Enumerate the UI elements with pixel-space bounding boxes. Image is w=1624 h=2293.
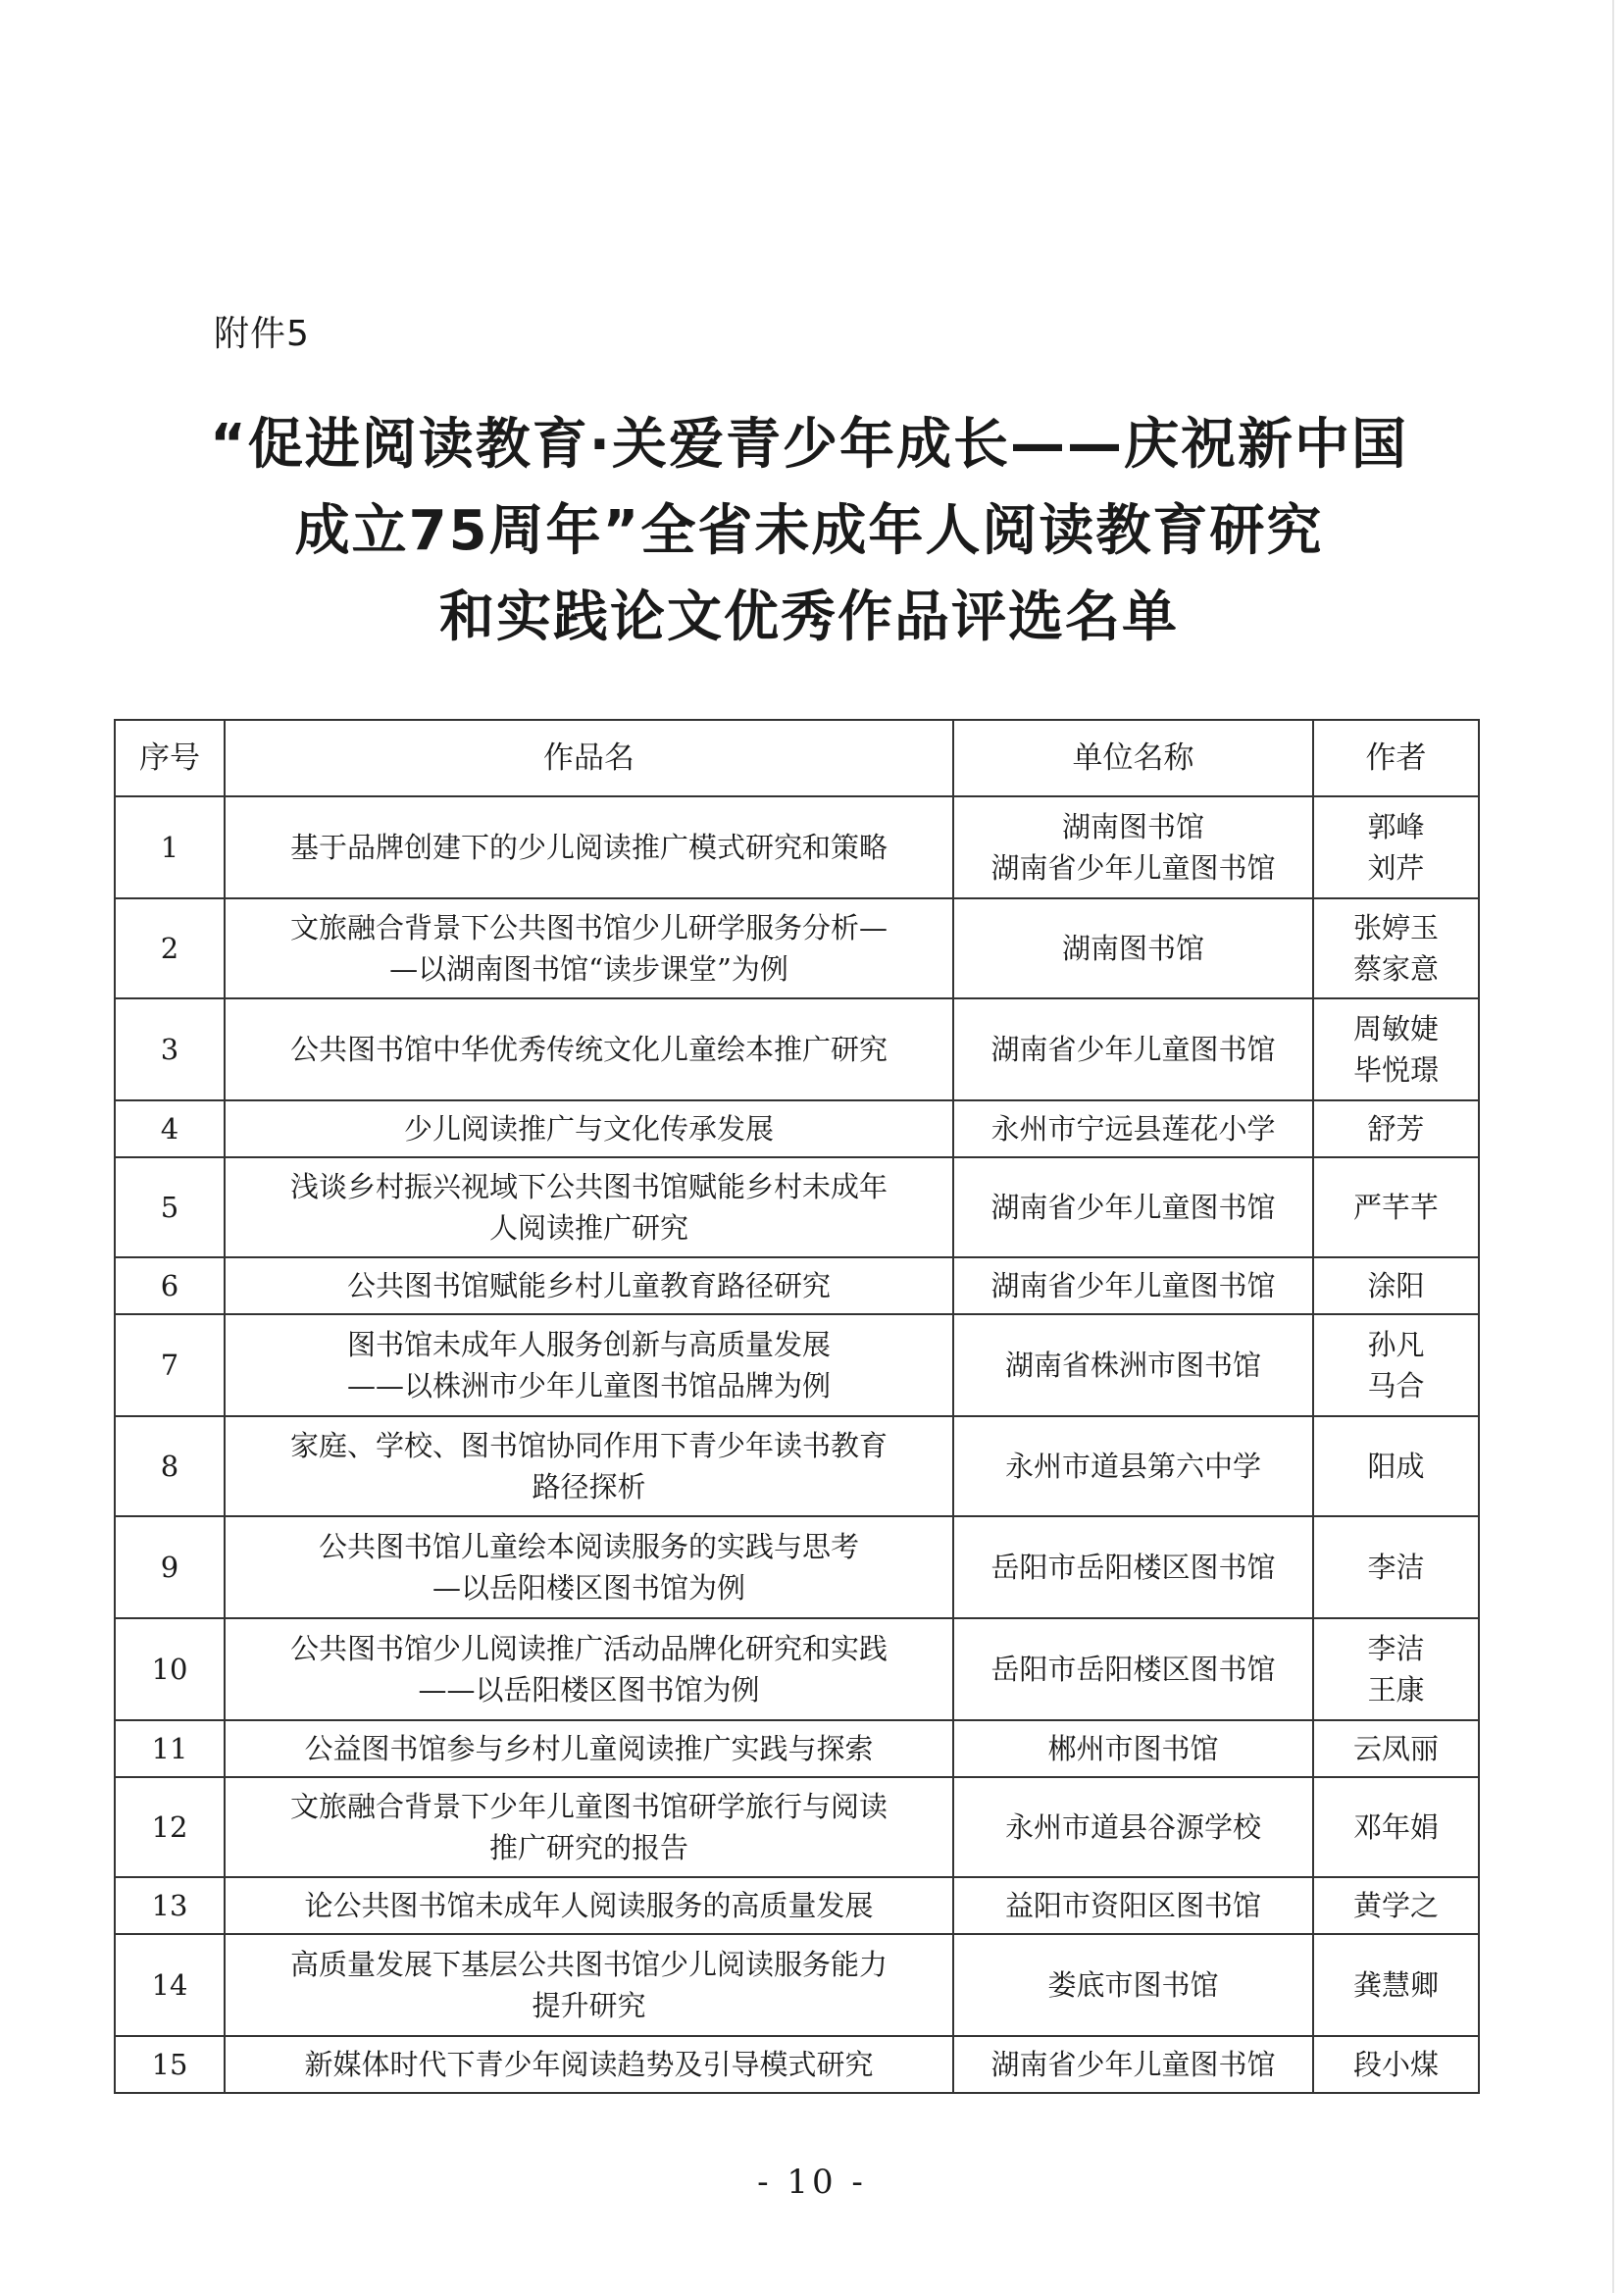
unit-name-cell bbox=[953, 998, 1313, 1100]
author-name-cell bbox=[1313, 1618, 1479, 1720]
table-row bbox=[115, 796, 1479, 898]
author-name-cell bbox=[1313, 1416, 1479, 1516]
author-name-line: 邓年娟 bbox=[1352, 1810, 1439, 1844]
work-title-cell bbox=[225, 1257, 953, 1314]
author-name-line: 郭峰 bbox=[1367, 810, 1425, 843]
unit-name-cell bbox=[953, 1720, 1313, 1777]
row-number: 9 bbox=[115, 1516, 225, 1618]
author-name-line: 孙凡 bbox=[1367, 1328, 1425, 1361]
table-row bbox=[115, 1618, 1479, 1720]
author-name-line: 蔡家意 bbox=[1352, 952, 1439, 986]
row-number: 6 bbox=[115, 1257, 225, 1314]
table-row bbox=[115, 1516, 1479, 1618]
row-number: 7 bbox=[115, 1314, 225, 1416]
unit-name-line: 岳阳市岳阳楼区图书馆 bbox=[990, 1551, 1276, 1584]
work-title-line: 路径探析 bbox=[532, 1470, 646, 1503]
work-title-line: —以岳阳楼区图书馆为例 bbox=[431, 1571, 745, 1605]
unit-name-line: 湖南图书馆 bbox=[1061, 932, 1204, 965]
row-number: 3 bbox=[115, 998, 225, 1100]
work-title-line: 推广研究的报告 bbox=[488, 1831, 688, 1864]
unit-name-cell bbox=[953, 898, 1313, 998]
work-title-line: 公共图书馆赋能乡村儿童教育路径研究 bbox=[346, 1269, 831, 1302]
author-name-line: 毕悦璟 bbox=[1352, 1053, 1439, 1087]
unit-name-cell bbox=[953, 1934, 1313, 2036]
row-number: 12 bbox=[115, 1777, 225, 1877]
table-row bbox=[115, 898, 1479, 998]
table-row bbox=[115, 1100, 1479, 1157]
work-title-line: 公益图书馆参与乡村儿童阅读推广实践与探索 bbox=[304, 1732, 874, 1765]
author-name-line: 张婷玉 bbox=[1352, 911, 1439, 944]
work-title-cell bbox=[225, 1516, 953, 1618]
row-number: 14 bbox=[115, 1934, 225, 2036]
unit-name-cell bbox=[953, 1516, 1313, 1618]
work-title-line: 论公共图书馆未成年人阅读服务的高质量发展 bbox=[304, 1889, 874, 1922]
work-title-line: 文旅融合背景下公共图书馆少儿研学服务分析— bbox=[289, 911, 888, 944]
header-no: 序号 bbox=[115, 720, 225, 796]
title-line-3: 和实践论文优秀作品评选名单 bbox=[439, 586, 1179, 649]
author-name-cell bbox=[1313, 2036, 1479, 2093]
row-number: 13 bbox=[115, 1877, 225, 1934]
header-author: 作者 bbox=[1313, 720, 1479, 796]
work-title-cell bbox=[225, 1720, 953, 1777]
work-title-cell bbox=[225, 1416, 953, 1516]
unit-name-cell bbox=[953, 1777, 1313, 1877]
table-row bbox=[115, 2036, 1479, 2093]
title-line-1: “促进阅读教育·关爱青少年成长——庆祝新中国 bbox=[209, 413, 1409, 477]
author-name-cell bbox=[1313, 1777, 1479, 1877]
work-title-line: 高质量发展下基层公共图书馆少儿阅读服务能力 bbox=[289, 1948, 888, 1981]
work-title-cell bbox=[225, 998, 953, 1100]
scan-margin-line bbox=[1612, 0, 1614, 2293]
attachment-label: 附件5 bbox=[214, 314, 310, 354]
table-body bbox=[115, 796, 1479, 2093]
author-name-line: 刘芹 bbox=[1367, 851, 1425, 885]
header-work: 作品名 bbox=[225, 720, 953, 796]
work-title-line: 公共图书馆中华优秀传统文化儿童绘本推广研究 bbox=[289, 1033, 888, 1066]
work-title-cell bbox=[225, 898, 953, 998]
author-name-cell bbox=[1313, 1314, 1479, 1416]
work-title-line: 人阅读推广研究 bbox=[488, 1211, 688, 1245]
table-row bbox=[115, 1777, 1479, 1877]
work-title-cell bbox=[225, 1157, 953, 1257]
author-name-line: 黄学之 bbox=[1352, 1889, 1439, 1922]
author-name-cell bbox=[1313, 1157, 1479, 1257]
author-name-cell bbox=[1313, 1257, 1479, 1314]
unit-name-cell bbox=[953, 796, 1313, 898]
unit-name-line: 湖南省少年儿童图书馆 bbox=[990, 2048, 1276, 2081]
header-unit: 单位名称 bbox=[953, 720, 1313, 796]
table-row bbox=[115, 1720, 1479, 1777]
author-name-line: 李洁 bbox=[1367, 1632, 1425, 1665]
document-title bbox=[147, 402, 1471, 661]
row-number: 1 bbox=[115, 796, 225, 898]
work-title-cell bbox=[225, 796, 953, 898]
row-number: 10 bbox=[115, 1618, 225, 1720]
award-list-table bbox=[114, 719, 1480, 2094]
unit-name-line: 湖南图书馆 bbox=[1061, 810, 1204, 843]
author-name-line: 龚慧卿 bbox=[1352, 1968, 1439, 2002]
unit-name-line: 娄底市图书馆 bbox=[1047, 1968, 1219, 2002]
unit-name-cell bbox=[953, 2036, 1313, 2093]
work-title-cell bbox=[225, 1314, 953, 1416]
author-name-line: 王康 bbox=[1367, 1673, 1425, 1707]
unit-name-line: 湖南省株洲市图书馆 bbox=[1004, 1349, 1261, 1382]
table-row bbox=[115, 1877, 1479, 1934]
author-name-cell bbox=[1313, 1720, 1479, 1777]
unit-name-line: 湖南省少年儿童图书馆 bbox=[990, 1033, 1276, 1066]
unit-name-cell bbox=[953, 1157, 1313, 1257]
unit-name-line: 湖南省少年儿童图书馆 bbox=[990, 1269, 1276, 1302]
work-title-cell bbox=[225, 1877, 953, 1934]
unit-name-cell bbox=[953, 1618, 1313, 1720]
work-title-line: 文旅融合背景下少年儿童图书馆研学旅行与阅读 bbox=[289, 1790, 888, 1823]
row-number: 2 bbox=[115, 898, 225, 998]
unit-name-cell bbox=[953, 1257, 1313, 1314]
unit-name-line: 永州市宁远县莲花小学 bbox=[990, 1112, 1276, 1146]
unit-name-line: 永州市道县第六中学 bbox=[1004, 1450, 1261, 1483]
table-row bbox=[115, 1314, 1479, 1416]
row-number: 11 bbox=[115, 1720, 225, 1777]
work-title-line: 少儿阅读推广与文化传承发展 bbox=[403, 1112, 774, 1146]
author-name-line: 舒芳 bbox=[1367, 1112, 1425, 1146]
table-row bbox=[115, 1157, 1479, 1257]
author-name-cell bbox=[1313, 1934, 1479, 2036]
unit-name-line: 郴州市图书馆 bbox=[1047, 1732, 1219, 1765]
author-name-line: 阳成 bbox=[1367, 1450, 1425, 1483]
work-title-line: 浅谈乡村振兴视域下公共图书馆赋能乡村未成年 bbox=[289, 1170, 888, 1203]
title-line-2: 成立75周年”全省未成年人阅读教育研究 bbox=[294, 499, 1324, 563]
unit-name-cell bbox=[953, 1416, 1313, 1516]
work-title-cell bbox=[225, 1618, 953, 1720]
work-title-line: 公共图书馆儿童绘本阅读服务的实践与思考 bbox=[318, 1530, 859, 1563]
author-name-cell bbox=[1313, 796, 1479, 898]
work-title-line: 家庭、学校、图书馆协同作用下青少年读书教育 bbox=[289, 1429, 888, 1462]
unit-name-line: 湖南省少年儿童图书馆 bbox=[990, 1191, 1276, 1224]
work-title-line: ——以岳阳楼区图书馆为例 bbox=[418, 1673, 760, 1707]
author-name-line: 涂阳 bbox=[1367, 1269, 1425, 1302]
author-name-cell bbox=[1313, 1877, 1479, 1934]
work-title-line: 图书馆未成年人服务创新与高质量发展 bbox=[346, 1328, 831, 1361]
author-name-line: 周敏婕 bbox=[1352, 1012, 1439, 1045]
work-title-cell bbox=[225, 2036, 953, 2093]
author-name-cell bbox=[1313, 998, 1479, 1100]
work-title-cell bbox=[225, 1777, 953, 1877]
author-name-line: 严芊芊 bbox=[1352, 1191, 1439, 1224]
author-name-line: 段小煤 bbox=[1352, 2048, 1439, 2081]
table-row bbox=[115, 1257, 1479, 1314]
unit-name-cell bbox=[953, 1100, 1313, 1157]
row-number: 15 bbox=[115, 2036, 225, 2093]
page-number: - 10 - bbox=[757, 2163, 867, 2202]
author-name-cell bbox=[1313, 898, 1479, 998]
author-name-line: 李洁 bbox=[1367, 1551, 1425, 1584]
work-title-line: —以湖南图书馆“读步课堂”为例 bbox=[389, 952, 788, 986]
table-row bbox=[115, 1934, 1479, 2036]
row-number: 8 bbox=[115, 1416, 225, 1516]
unit-name-line: 益阳市资阳区图书馆 bbox=[1004, 1889, 1261, 1922]
work-title-line: 新媒体时代下青少年阅读趋势及引导模式研究 bbox=[304, 2048, 874, 2081]
work-title-cell bbox=[225, 1100, 953, 1157]
work-title-cell bbox=[225, 1934, 953, 2036]
unit-name-cell bbox=[953, 1877, 1313, 1934]
table-row bbox=[115, 998, 1479, 1100]
work-title-line: 基于品牌创建下的少儿阅读推广模式研究和策略 bbox=[289, 831, 888, 864]
table-header-row bbox=[115, 720, 1479, 796]
author-name-line: 马合 bbox=[1367, 1369, 1425, 1402]
work-title-line: 提升研究 bbox=[532, 1989, 646, 2022]
row-number: 4 bbox=[115, 1100, 225, 1157]
author-name-cell bbox=[1313, 1516, 1479, 1618]
author-name-line: 云凤丽 bbox=[1352, 1732, 1439, 1765]
unit-name-line: 岳阳市岳阳楼区图书馆 bbox=[990, 1653, 1276, 1686]
unit-name-cell bbox=[953, 1314, 1313, 1416]
author-name-cell bbox=[1313, 1100, 1479, 1157]
row-number: 5 bbox=[115, 1157, 225, 1257]
unit-name-line: 湖南省少年儿童图书馆 bbox=[990, 851, 1276, 885]
work-title-line: 公共图书馆少儿阅读推广活动品牌化研究和实践 bbox=[289, 1632, 888, 1665]
unit-name-line: 永州市道县谷源学校 bbox=[1004, 1810, 1261, 1844]
table-row bbox=[115, 1416, 1479, 1516]
work-title-line: ——以株洲市少年儿童图书馆品牌为例 bbox=[346, 1369, 831, 1402]
